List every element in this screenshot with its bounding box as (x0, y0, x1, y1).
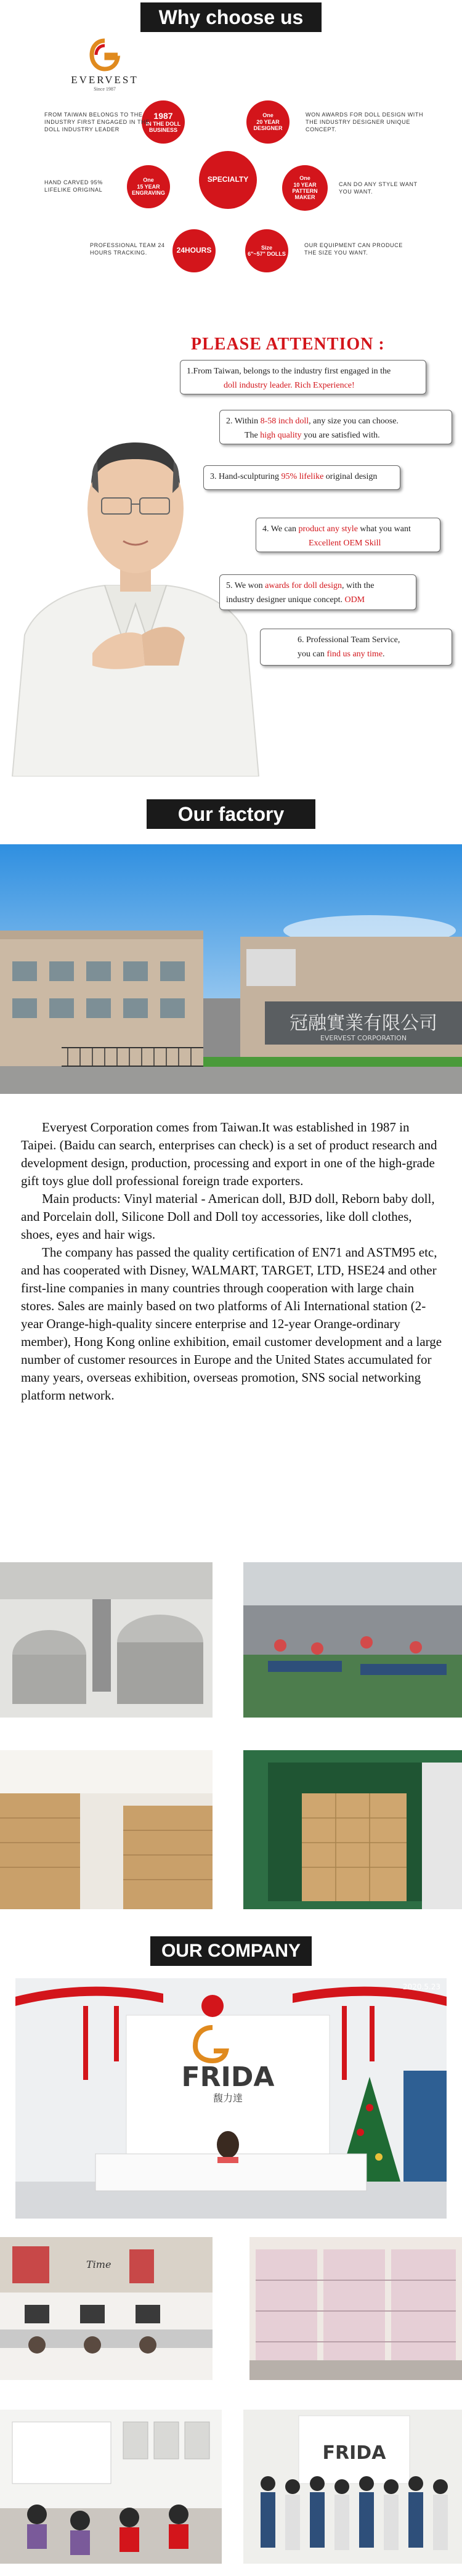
note-text: what you want (357, 524, 411, 534)
factory-photo-warehouse (0, 1750, 213, 1909)
note-highlight: 8-58 inch doll (260, 417, 309, 426)
factory-description (21, 1119, 445, 1404)
logo-since: Since 1987 (94, 86, 116, 92)
factory-photo-container-loading (243, 1750, 462, 1909)
company-office-photo (0, 2237, 213, 2380)
circle-big: One (143, 177, 154, 184)
photo-timestamp: 2020.5.23 (402, 1983, 440, 1991)
note-line: 1.From Taiwan, belongs to the industry first engaged in the (187, 367, 391, 376)
company-showroom-photo (249, 2237, 462, 2380)
note-text: 4. We can (262, 524, 299, 534)
circle-small: 20 YEAR DESIGNER (253, 118, 283, 132)
note-highlight: high quality (260, 431, 302, 441)
note-text: , any size you can choose. (309, 417, 399, 426)
feature-equipment: OUR EQUIPMENT CAN PRODUCE THE SIZE YOU WANT. (304, 242, 403, 256)
factory-photo-kilns (0, 1562, 213, 1718)
feature-leader: FROM TAIWAN BELONGS TO THE INDUSTRY FIRST ENGAGED IN THE DOLL INDUSTRY LEADER (44, 112, 150, 133)
note-line-highlight: Excellent OEM Skill (309, 539, 381, 548)
circle-big: One (262, 112, 274, 119)
factory-photo-workshop (243, 1562, 462, 1718)
note-highlight: awards for doll design (265, 581, 342, 590)
circle-small: 10 YEAR PATTERN MAKER (292, 181, 318, 201)
note-highlight: find us any time (326, 650, 383, 659)
circle-small: 15 YEAR ENGRAVING (132, 183, 165, 197)
note-text: , with the (341, 581, 375, 590)
note-highlight: ODM (344, 595, 365, 605)
feature-team: PROFESSIONAL TEAM 24 HOURS TRACKING. (90, 242, 165, 256)
circle-24hours (172, 229, 216, 272)
company-team-photo (243, 2410, 462, 2564)
note-text: 3. Hand-sculpturing (210, 472, 282, 481)
note-text: you can (298, 650, 327, 659)
company-meeting-photo (0, 2410, 222, 2564)
note-text: 2. Within (226, 417, 261, 426)
circle-small: IN THE DOLL BUSINESS (145, 120, 181, 134)
circle-specialty (199, 151, 257, 209)
company-logo (59, 38, 151, 92)
circle-designer (246, 100, 290, 144)
company-reception-photo (15, 1978, 447, 2219)
logo-name: EVERVEST (71, 74, 139, 86)
section-title-why: Why choose us (140, 2, 322, 32)
note-line: 6. Professional Team Service, (298, 635, 400, 645)
circle-big: Size (261, 244, 272, 251)
section-title-factory: Our factory (147, 799, 315, 829)
attention-note-4 (256, 518, 440, 552)
feature-hand-carved: HAND CARVED 95% LIFELIKE ORIGINAL (44, 179, 103, 194)
company-brand-sign: FRIDA (181, 2061, 275, 2093)
attention-note-6 (260, 629, 452, 666)
circle-small: 24HOURS (176, 246, 212, 255)
factory-paragraph: Main products: Vinyl material - American doll, BJD doll, Reborn baby doll, and Porcelain doll, Silicone Doll and Doll toy accessories, like doll clothes, shoes, eyes and hair wigs. (21, 1191, 435, 1242)
factory-paragraph: Everyest Corporation comes from Taiwan.It was established in 1987 in Taipei. (Baidu can search, enterprises can check) is a set of product research and development design, production, processing and export in one of the high-grade gift toys glue doll professional foreign trade exporters. (21, 1120, 437, 1188)
note-text: . (383, 650, 385, 659)
note-text: 5. We won (226, 581, 265, 590)
circle-engraving (127, 165, 170, 208)
note-highlight: product any style (298, 524, 358, 534)
attention-title: PLEASE ATTENTION : (191, 335, 385, 354)
note-text: industry designer unique concept. (226, 595, 345, 605)
feature-any-style: CAN DO ANY STYLE WANT YOU WANT. (339, 181, 418, 195)
note-line-highlight: doll industry leader. Rich Experience! (224, 381, 355, 391)
feature-awards: WON AWARDS FOR DOLL DESIGN WITH THE INDUSTRY DESIGNER UNIQUE CONCEPT. (306, 112, 424, 133)
section-title-company: OUR COMPANY (150, 1936, 312, 1966)
logo-mark-icon (88, 38, 121, 71)
circle-pattern-maker (282, 165, 328, 211)
factory-building-photo (0, 844, 462, 1094)
factory-sign-cn: 冠融實業有限公司 (290, 1013, 437, 1034)
circle-small: SPECIALTY (207, 175, 249, 184)
team-photo-brand: FRIDA (322, 2442, 386, 2464)
note-text: original design (323, 472, 378, 481)
factory-paragraph: The company has passed the quality certification of EN71 and ASTM95 etc, and has cooperated with Disney, WALMART, TARGET, LTD, HSE24 and other first-line companies in many countries through cooperation with large chain stores. Sales are mainly based on two platforms of Ali International station (2-year Orange-high-quality sincere enterprise and 12-year Orange-ordinary member), Hong Kong online exhibition, email customer development and a large number of customer resources in Europe and the United States accumulated for many years, overseas exhibition, overseas promotion, SNS social networking platform network. (21, 1244, 442, 1403)
circle-big: 1987 (153, 110, 173, 121)
company-brand-cn: 馥力達 (213, 2092, 243, 2104)
note-text: The (245, 431, 261, 441)
circle-size (245, 229, 288, 272)
circle-big: One (299, 175, 310, 182)
factory-sign-en: EVERVEST CORPORATION (320, 1034, 407, 1042)
attention-note-1 (180, 360, 426, 394)
attention-note-3 (203, 465, 400, 490)
office-banner-text: Time (86, 2259, 111, 2270)
attention-note-5 (219, 574, 416, 610)
note-highlight: 95% lifelike (281, 472, 324, 481)
circle-small: 6"~57" DOLLS (248, 251, 286, 257)
attention-note-2 (219, 410, 452, 444)
note-text: you are satisfied with. (301, 431, 380, 441)
